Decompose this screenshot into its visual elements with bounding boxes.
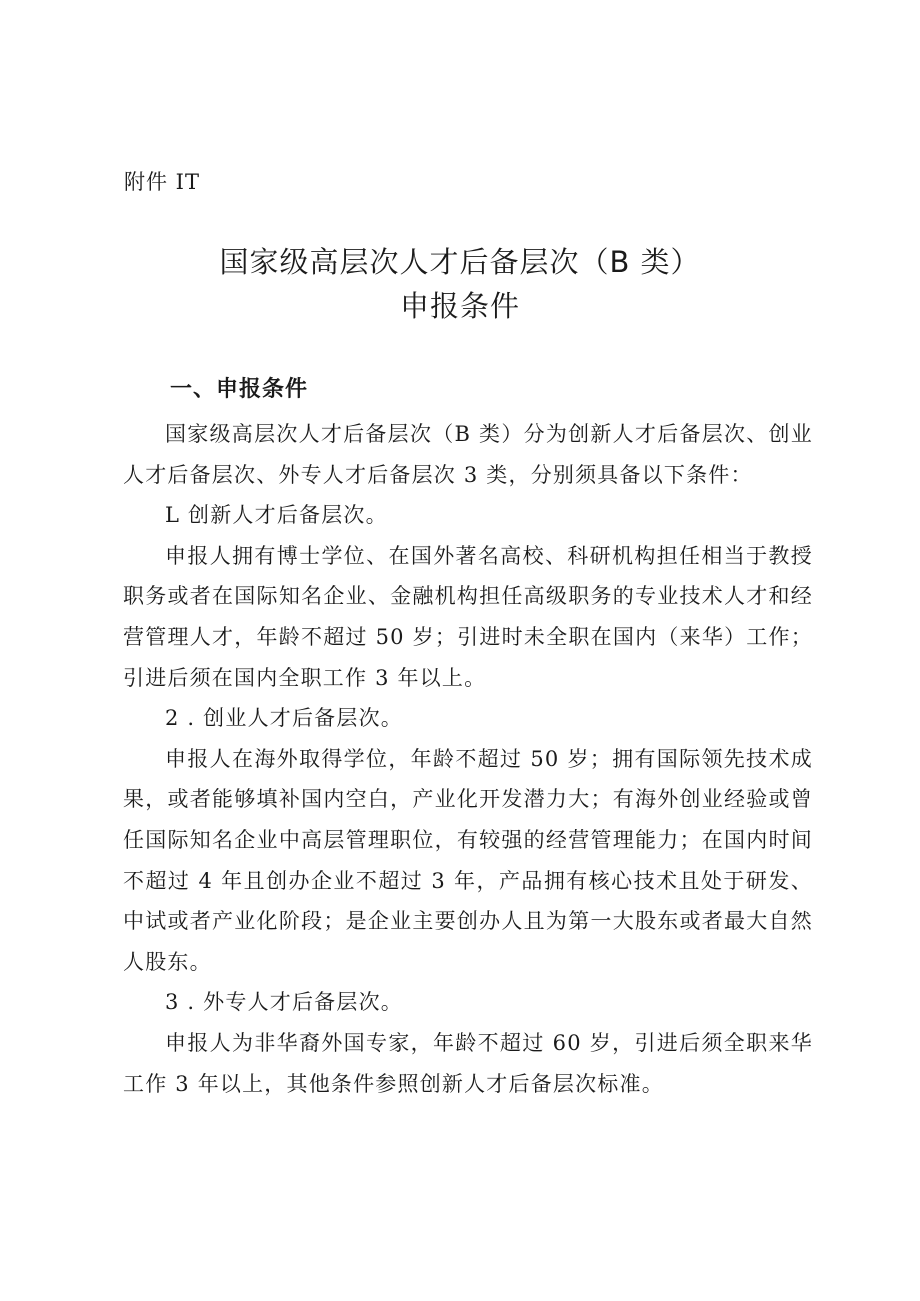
paragraph-entrepreneur-heading: 2 . 创业人才后备层次。 [165, 706, 403, 731]
paragraph-innovation-criteria: 申报人拥有博士学位、在国外著名高校、科研机构担任相当于教授职务或者在国际知名企业、金融机构担任高级职务的专业技术人才和经营管理人才，年龄不超过 50 岁；引进时未全职在国内（来华）工作；引进后须在国内全职工作 3 年以上。 [123, 543, 813, 690]
document-title-line-2: 申报条件 [399, 289, 520, 323]
document-title-line-1: 国家级高层次人才后备层次（B 类） [219, 245, 701, 279]
section-heading: 一、申报条件 [170, 377, 309, 402]
paragraph-foreign-expert-criteria: 申报人为非华裔外国专家，年龄不超过 60 岁，引进后须全职来华工作 3 年以上，其他条件参照创新人才后备层次标准。 [123, 1030, 813, 1096]
paragraph-innovation-heading: L 创新人才后备层次。 [165, 503, 388, 528]
attachment-label: 附件 IT [124, 170, 200, 194]
paragraph-intro: 国家级高层次人才后备层次（B 类）分为创新人才后备层次、创业人才后备层次、外专人才后备层次 3 类，分别须具备以下条件： [123, 422, 813, 487]
paragraph-foreign-expert-heading: 3 . 外专人才后备层次。 [165, 990, 403, 1015]
paragraph-entrepreneur-criteria: 申报人在海外取得学位，年龄不超过 50 岁；拥有国际领先技术成果，或者能够填补国内空白，产业化开发潜力大；有海外创业经验或曾任国际知名企业中高层管理职位，有较强的经营管理能力；在国内时间不超过 4 年且创办企业不超过 3 年，产品拥有核心技术且处于研发、中试或者产业化阶段；是企业主要创办人且为第一大股东或者最大自然人股东。 [123, 746, 813, 974]
document-body [123, 414, 813, 1104]
